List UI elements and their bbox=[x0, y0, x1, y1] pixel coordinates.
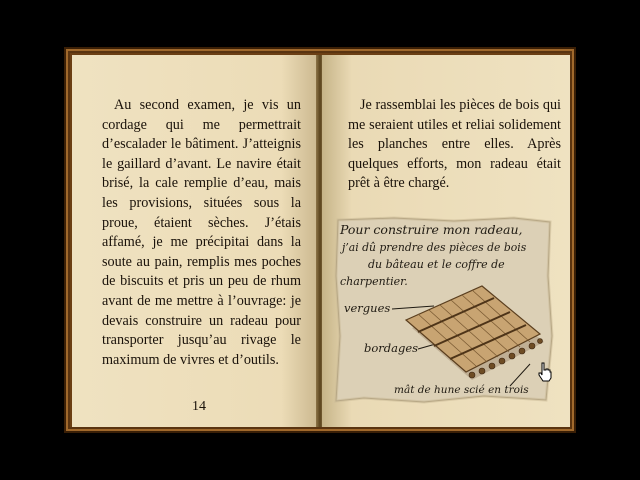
sketch-note-line: du bâteau et le coffre de bbox=[368, 258, 505, 271]
sketch-note-line: charpentier. bbox=[340, 275, 408, 288]
right-page-text: Je rassemblai les pièces de bois qui me seraient utiles et reliai solidement les planches entre elles. Après quelques efforts, mon radeau était prêt à être chargé. bbox=[348, 97, 561, 192]
open-book bbox=[64, 47, 576, 433]
hand-pointer-icon bbox=[538, 362, 552, 382]
left-page[interactable] bbox=[72, 55, 318, 427]
sketch-note-line: Pour construire mon radeau, bbox=[340, 222, 523, 237]
page-number: 14 bbox=[192, 399, 206, 414]
label-vergues: vergues bbox=[344, 301, 391, 315]
label-bordages: bordages bbox=[364, 341, 419, 355]
sketch-note-line: j’ai dû prendre des pièces de bois bbox=[342, 241, 527, 254]
raft-sketch-illustration bbox=[334, 216, 554, 404]
label-mat-de-hune: mât de hune scié en trois bbox=[394, 384, 529, 396]
right-page[interactable] bbox=[322, 55, 570, 427]
left-page-text: Au second examen, je vis un cordage qui me permettrait d’escalader le bâtiment. J’atteignis le gaillard d’avant. Le navire était brisé, la cale remplie d’eau, mais les provisions, situées sous la proue, étaient sèches. J’étais affamé, je me précipitai dans la soute au pain, remplis mes poches de biscuits et pris un peu de rhum avant de me mettre à l’ouvrage: je devais construire un radeau pour transporter jusqu’au rivage le maximum de vivres et d’outils. bbox=[102, 97, 301, 368]
